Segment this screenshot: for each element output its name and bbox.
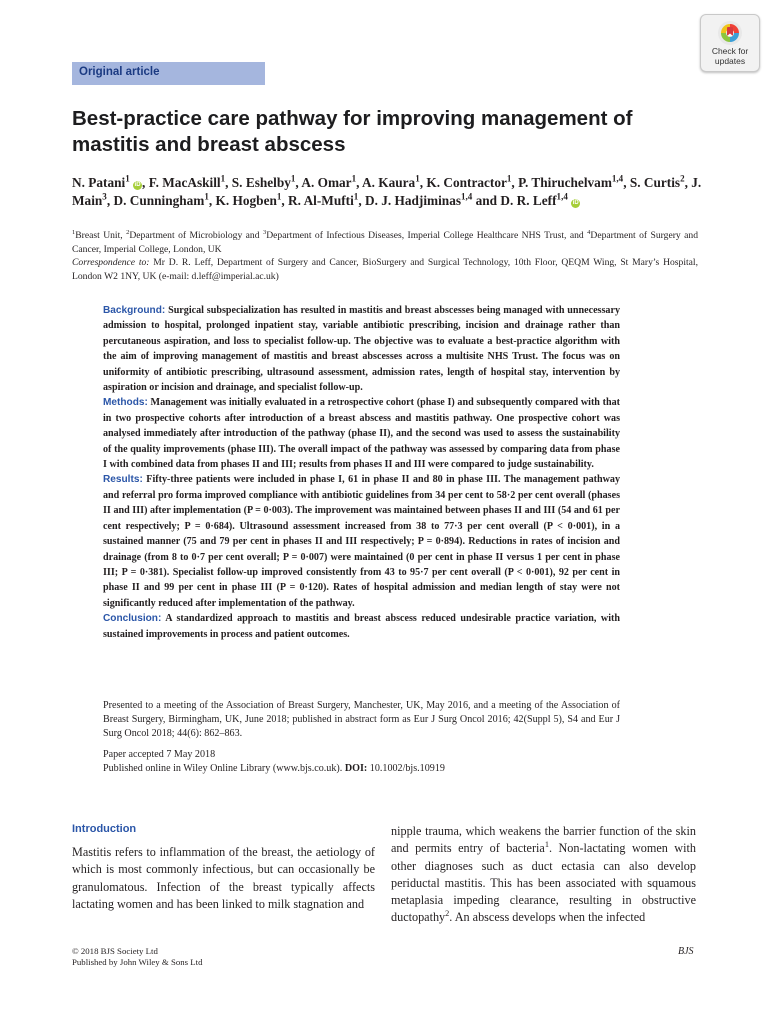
author <box>216 193 282 208</box>
conclusion-text: A standardized approach to mastitis and breast abscess reduced undesirable practice variation, with sustained improvements in process and patient outcomes. <box>103 613 620 640</box>
author <box>232 175 296 190</box>
author-name: A. Omar <box>301 175 352 190</box>
footer-publisher: Published by John Wiley & Sons Ltd <box>72 956 203 967</box>
author-separator: , <box>142 175 149 190</box>
author-affiliation-marker: 1 <box>415 173 420 184</box>
author-separator: , <box>511 175 519 190</box>
affiliation-text: Department of Surgery and Cancer, Imperial College, London, UK <box>72 230 699 255</box>
background-text: Surgical subspecialization has resulted in mastitis and breast abscesses being managed with unnecessary admission to hospital, prolonged inpatient stay, variable antibiotic prescribing, incision and drainage rather than percutaneous aspiration, and loss to specialist follow-up. The objective was to evaluate a best-practice algorithm with the aim of improving management of mastitis and breast abscesses across a multisite NHS Trust. The focus was on uniformity of antibiotic prescribing, ultrasound assessment, admission rates, length of hospital stay, intervention by aspiration or incision and drainage, and specialist follow-up. <box>103 305 620 394</box>
author-name: D. J. Hadjiminas <box>364 192 462 208</box>
author-separator: , <box>106 192 114 208</box>
author <box>630 175 685 190</box>
doi-link[interactable]: 10.1002/bjs.10919 <box>367 763 445 774</box>
correspondence-label: Correspondence to: <box>72 257 150 269</box>
affiliation-marker: 1 <box>72 228 76 236</box>
introduction-paragraph-1: Mastitis refers to inflammation of the breast, the aetiology of which is most commonly infectious, but can occasionally be granulomatous. Infection of the breast typically affects lactating women and has been linked to milk stagnation and <box>72 845 375 911</box>
affiliation-text: Department of Microbiology and <box>129 230 263 241</box>
author-affiliation-marker: 1 <box>220 173 226 184</box>
col2-text-b: . Non-lactating women with other diagnoses such as duct ectasia can also develop periductal mastitis. This has been associated with squamous metaplasia impeding clearance, resulting in obstructive ductopathy <box>391 841 696 925</box>
methods-heading: Methods: <box>103 397 148 409</box>
author <box>72 175 142 190</box>
affiliation-marker: 4 <box>587 228 591 236</box>
col2-text-a: nipple trauma, which weakens the barrier function of the skin and permits entry of bacteria <box>391 824 696 856</box>
author-separator: , <box>281 192 289 208</box>
introduction-heading: Introduction <box>72 823 137 835</box>
abstract-results <box>103 472 620 611</box>
author-name: P. Thiruchelvam <box>518 175 612 190</box>
author-affiliation-marker: 1 <box>353 191 359 202</box>
author-list <box>72 174 712 209</box>
footer-journal: BJS <box>678 946 694 957</box>
affiliation-text: Breast Unit, <box>75 230 127 241</box>
background-heading: Background: <box>103 305 166 316</box>
author-affiliation-marker: 1 <box>125 173 130 184</box>
author-affiliation-marker: 1,4 <box>461 191 473 202</box>
author-separator: , <box>358 192 365 208</box>
col2-text-c: . An abscess develops when the infected <box>449 910 646 925</box>
author-separator: , <box>208 192 216 208</box>
author-name: and D. R. Leff <box>475 192 557 208</box>
correspondence-text: Mr D. R. Leff, Department of Surgery and Cancer, BioSurgery and Surgical Technology, 10th Floor, QEQM Wing, St Mary’s Hospital, London W2 1NY, UK (e-mail: d.leff@imperial.ac.uk) <box>72 257 698 282</box>
orcid-icon[interactable]: iD <box>134 182 141 188</box>
affiliation-marker: 3 <box>262 228 267 236</box>
results-text: Fifty-three patients were included in phase I, 61 in phase II and 80 in phase III. The management pathway and referral pro forma improved compliance with antibiotic guidelines from 34 per cent to 58·2 per cent overall (phases II and III) after implementation (P = 0·003). The improvement was maintained between phases II and III (54 and 61 per cent respectively; P = 0·684). Ultrasound assessment increased from 38 to 77·3 per cent overall (P < 0·001), in a sustained manner (75 and 79 per cent in phases II and III respectively; P = 0·894). Reductions in rates of incision and drainage (from 8 to 0·7 per cent overall; P = 0·007) were maintained (0 per cent in phase II versus 1 per cent in phase III; P = 0·381). Specialist follow-up improved consistently from 43 to 95·7 per cent overall (P < 0·001), 92 per cent in phase II and 99 per cent in phase III (P = 0·120). Rates of hospital admission and median length of stay were not significantly reduced after implementation of the pathway. <box>103 474 620 609</box>
article-type-banner <box>72 62 265 85</box>
article-type-label: Original article <box>79 66 160 78</box>
introduction-paragraph-continued <box>391 823 696 927</box>
affiliation-units <box>72 230 698 255</box>
footer-left <box>72 946 202 967</box>
author-separator: , <box>356 175 363 190</box>
affiliation-text: Department of Infectious Diseases, Imperial College Healthcare NHS Trust, and <box>266 230 588 241</box>
author <box>301 175 356 190</box>
author-name: R. Al-Mufti <box>288 192 354 208</box>
author-affiliation-marker: 1 <box>276 191 282 202</box>
conclusion-heading: Conclusion: <box>103 613 162 625</box>
presented-note: Presented to a meeting of the Association of Breast Surgery, Manchester, UK, May 2016, and a meeting of the Association of Breast Surgery, Birmingham, UK, June 2018; published in abstract form as Eur J Surg Oncol 2016; 42(Suppl 5), S4 and Eur J Surg Oncol 2018; 44(6): 862–863. <box>103 700 620 739</box>
author <box>362 175 420 190</box>
abstract-background <box>103 303 620 395</box>
author-affiliation-marker: 3 <box>102 191 107 202</box>
author <box>476 193 581 208</box>
author-affiliation-marker: 1 <box>506 173 512 184</box>
article-title: Best-practice care pathway for improving management of mastitis and breast abscess <box>72 107 633 156</box>
abstract-conclusion <box>103 611 620 642</box>
citation-1[interactable]: 1 <box>544 840 549 850</box>
author-separator: , <box>225 175 232 190</box>
badge-line-1: Check for <box>711 46 749 56</box>
author-affiliation-marker: 1 <box>290 173 296 184</box>
footer-copyright: © 2018 BJS Society Ltd <box>72 946 158 956</box>
author <box>113 193 208 208</box>
abstract-methods <box>103 395 620 472</box>
doi-label: DOI: <box>344 763 368 774</box>
methods-text: Management was initially evaluated in a retrospective cohort (phase I) and subsequently compared with that in two prospective cohorts after introduction of a breast abscess and mastitis pathway. One prospective cohort was analysed immediately after introduction of the pathway (phase II), and the second was used to assess the sustainability of the quality improvements (phase III). The overall impact of the pathway was assessed by comparing data from phase I with combined data from phases II and III; results from phases II and III were compared to judge sustainability. <box>103 397 620 471</box>
author-name: S. Curtis <box>629 175 681 190</box>
author-name: S. Eshelby <box>231 175 291 190</box>
author-name: K. Hogben <box>215 192 277 208</box>
results-heading: Results: <box>103 474 143 486</box>
author-separator: , <box>684 175 692 190</box>
author-name: N. Patani <box>72 175 126 190</box>
author-affiliation-marker: 1 <box>204 191 209 202</box>
author-separator: , <box>295 175 302 190</box>
check-for-updates-badge[interactable] <box>700 14 760 72</box>
published-note <box>103 762 620 776</box>
author <box>149 175 225 190</box>
body-column-right <box>391 823 696 927</box>
author-name: A. Kaura <box>362 175 416 190</box>
published-prefix: Published online in Wiley Online Library (www.bjs.co.uk). <box>103 763 345 774</box>
author-affiliation-marker: 2 <box>680 173 685 184</box>
correspondence <box>72 257 698 282</box>
author-affiliation-marker: 1 <box>351 173 357 184</box>
accepted-note: Paper accepted 7 May 2018 <box>103 749 216 760</box>
author <box>426 175 511 190</box>
author <box>518 175 623 190</box>
citation-2[interactable]: 2 <box>445 909 450 919</box>
publication-notes <box>103 699 620 776</box>
author-affiliation-marker: 1,4 <box>556 191 568 202</box>
author-name: K. Contractor <box>426 175 507 190</box>
crossmark-icon <box>717 20 743 46</box>
author-name: J. Main <box>72 175 702 208</box>
author <box>365 193 472 208</box>
badge-line-2: updates <box>714 56 746 66</box>
author-name: F. MacAskill <box>148 175 221 190</box>
body-column-left <box>72 823 375 913</box>
author-separator: , <box>419 175 427 190</box>
orcid-icon[interactable]: iD <box>572 199 579 206</box>
affiliation-marker: 2 <box>126 228 130 236</box>
author-affiliation-marker: 1,4 <box>611 173 624 184</box>
author <box>288 193 358 208</box>
author-name: D. Cunningham <box>113 192 205 208</box>
abstract <box>103 303 620 642</box>
affiliations <box>72 229 698 283</box>
author-separator: , <box>623 175 630 190</box>
